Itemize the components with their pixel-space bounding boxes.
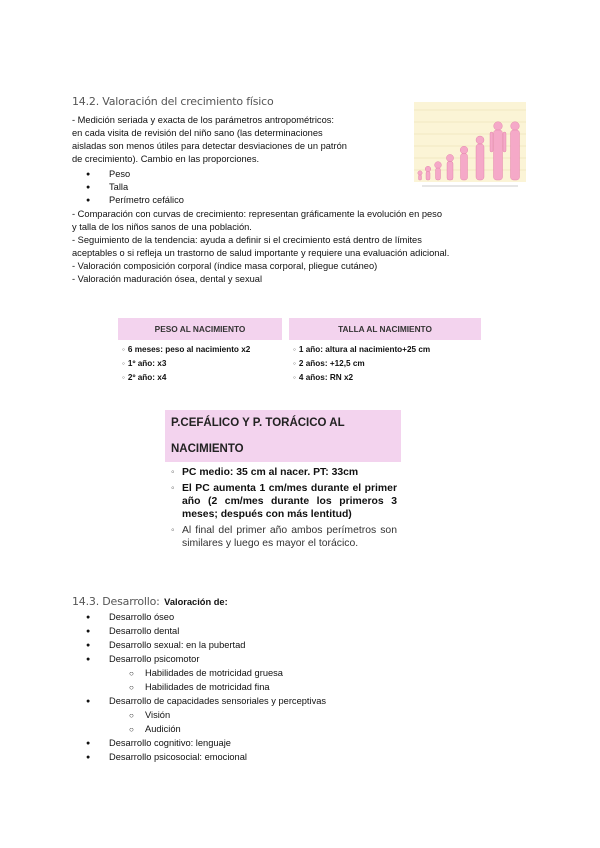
table-row: ◦ 2º año: x4	[122, 373, 167, 382]
table-row: ◦ 6 meses: peso al nacimiento x2	[122, 345, 251, 354]
sub-list-item: ○ Audición	[145, 723, 326, 736]
measure-bullet-list	[109, 168, 184, 207]
sub-list-item: ○ Visión	[145, 709, 326, 722]
list-item: ◦ Al final del primer año ambos perímetros son similares y luego es mayor el torácico.	[171, 525, 397, 549]
weight-table-header: PESO AL NACIMIENTO	[118, 318, 282, 340]
list-item: ● Desarrollo óseo	[109, 611, 326, 624]
body-line: y talla de los niños sanos de una población.	[72, 222, 252, 232]
table-row: ◦ 1º año: x3	[122, 359, 167, 368]
list-item: ● Peso	[109, 168, 184, 181]
body-line: aceptables o si refleja un trastorno de salud importante y requiere una evaluación adicional.	[72, 248, 450, 258]
perimeter-box	[165, 410, 401, 550]
intro-line: de crecimiento). Cambio en las proporciones.	[72, 154, 260, 164]
section-143-subtitle: Valoración de:	[164, 597, 228, 607]
list-item: ● Desarrollo dental	[109, 625, 326, 638]
intro-line: - Medición seriada y exacta de los parámetros antropométricos:	[72, 115, 334, 125]
list-item: ◦ El PC aumenta 1 cm/mes durante el primer año (2 cm/mes durante los primeros 3 meses; después con más lentitud)	[171, 483, 397, 520]
body-line: - Valoración maduración ósea, dental y sexual	[72, 274, 263, 284]
intro-line: en cada visita de revisión del niño sano (las determinaciones	[72, 128, 323, 138]
sub-list-item: ○ Habilidades de motricidad gruesa	[145, 667, 326, 680]
weight-table	[118, 318, 282, 385]
list-item: ● Desarrollo de capacidades sensoriales y perceptivas	[109, 695, 326, 708]
list-item: ● Desarrollo psicomotor	[109, 653, 326, 666]
perimeter-box-header: P.CEFÁLICO Y P. TORÁCICO AL NACIMIENTO	[165, 410, 401, 462]
list-item: ● Desarrollo cognitivo: lenguaje	[109, 737, 326, 750]
table-row: ◦ 1 año: altura al nacimiento+25 cm	[293, 345, 431, 354]
body-line: - Comparación con curvas de crecimiento: representan gráficamente la evolución en peso	[72, 209, 443, 219]
section-143-heading	[72, 592, 228, 610]
body-line: - Valoración composición corporal (índice masa corporal, pliegue cutáneo)	[72, 261, 378, 271]
section-143-title: 14.3. Desarrollo:	[72, 595, 160, 608]
list-item: ● Talla	[109, 181, 184, 194]
list-item: ● Desarrollo sexual: en la pubertad	[109, 639, 326, 652]
section-142-intro	[72, 114, 347, 166]
height-table-header: TALLA AL NACIMIENTO	[289, 318, 481, 340]
list-item: ● Perímetro cefálico	[109, 194, 184, 207]
list-item: ◦ PC medio: 35 cm al nacer. PT: 33cm	[171, 467, 359, 478]
children-growth-proportions-illustration	[408, 98, 528, 190]
section-142-body	[72, 208, 449, 286]
body-line: - Seguimiento de la tendencia: ayuda a definir si el crecimiento está dentro de límites	[72, 235, 422, 245]
table-row: ◦ 4 años: RN x2	[293, 373, 354, 382]
height-table	[289, 318, 481, 385]
intro-line: aisladas son menos útiles para detectar desviaciones de un patrón	[72, 141, 347, 151]
list-item: ● Desarrollo psicosocial: emocional	[109, 751, 326, 764]
sub-list-item: ○ Habilidades de motricidad fina	[145, 681, 326, 694]
section-142-title: 14.2. Valoración del crecimiento físico	[72, 95, 274, 108]
table-row: ◦ 2 años: +12,5 cm	[293, 359, 365, 368]
development-list	[109, 611, 326, 764]
